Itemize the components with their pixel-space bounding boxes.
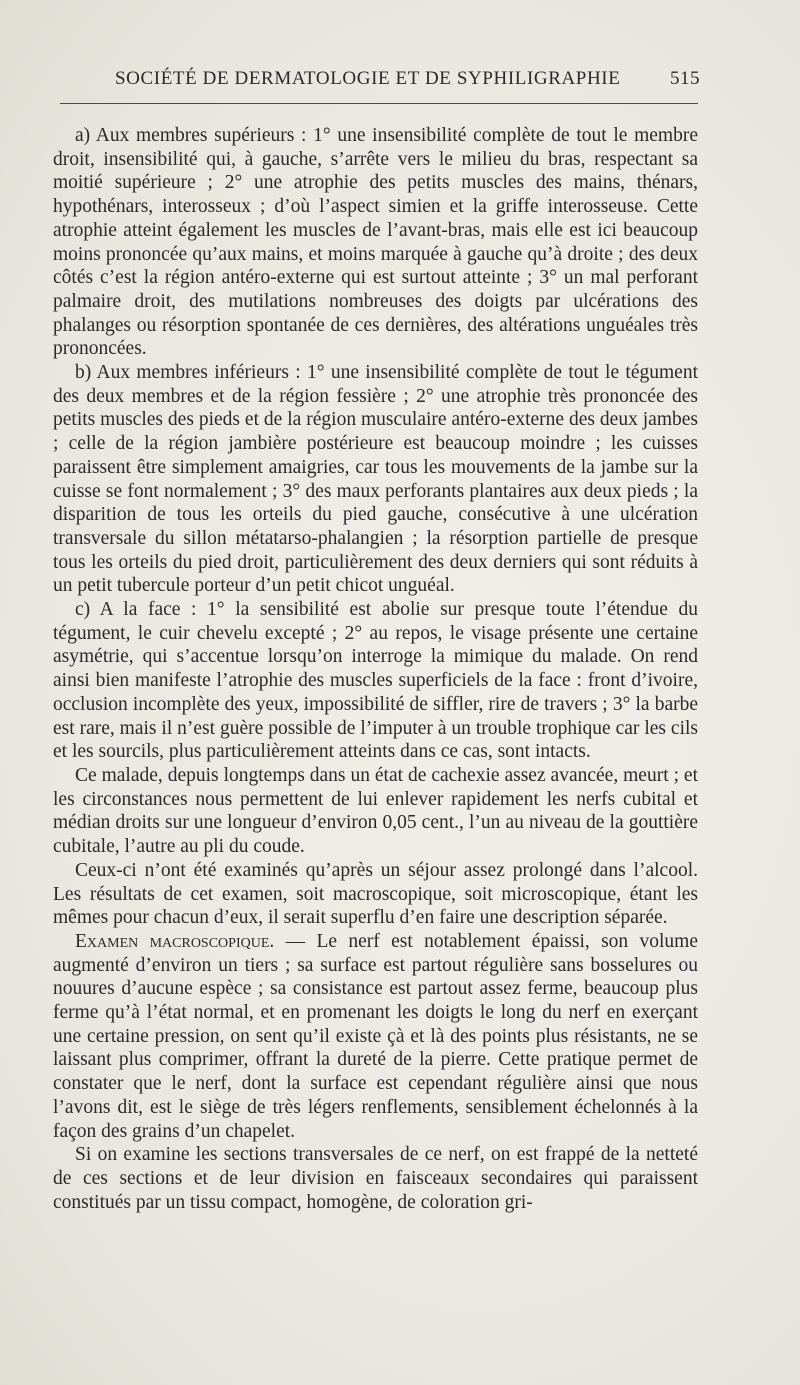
header-rule — [60, 103, 698, 104]
examen-heading: Examen macroscopique. — [75, 930, 275, 952]
paragraph-upper-limbs: a) Aux membres supérieurs : 1° une insensibilité complète de tout le membre droit, insensibilité qui, à gauche, s’arrête vers le milieu du bras, respectant sa moitié supérieure ; 2° une atrophie des petits muscles des mains, thénars, hypothénars, interosseux ; d’où l’aspect simien et la griffe interosseuse. Cette atrophie atteint également les muscles de l’avant-bras, mais elle est ici beaucoup moins prononcée qu’aux mains, et moins marquée à gauche qu’à droite ; des deux côtés c’est la région antéro-externe qui est surtout atteinte ; 3° un mal perforant palmaire droit, des mutilations nombreuses des doigts par ulcérations des phalanges ou résorption spontanée de ces dernières, des altérations unguéales très prononcées. — [53, 125, 698, 360]
examen-text: — Le nerf est notablement épaissi, son volume augmenté d’environ un tiers ; sa surface est partout régulière sans bosselures ou nouures d’aucune espèce ; sa consistance est partout assez ferme, beaucoup plus ferme qu’à l’état normal, et en promenant les doigts le long du nerf en exerçant une certaine pression, on sent qu’il existe çà et là des points plus résistants, ne se laissant plus comprimer, offrant la dureté de la pierre. Cette pratique permet de constater que le nerf, dont la surface est cependant régulière ainsi que nous l’avons dit, est le siège de très légers renflements, sensiblement échelonnés à la façon des grains d’un chapelet. — [53, 930, 698, 1142]
paragraph-face: c) A la face : 1° la sensibilité est abolie sur presque toute l’étendue du tégument, le cuir chevelu excepté ; 2° au repos, le visage présente une certaine asymétrie, qui s’accentue lorsqu’on interroge la mimique du malade. On rend ainsi bien manifeste l’atrophie des muscles superficiels de la face : front d’ivoire, occlusion incomplète des yeux, impossibilité de siffler, rire de travers ; 3° la barbe est rare, mais il n’est guère possible de l’imputer à un trouble trophique car les cils et les sourcils, plus particulièrement atteints dans ce cas, sont intacts. — [53, 599, 698, 763]
paragraph-examen — [53, 930, 698, 1143]
paragraph-lower-limbs: b) Aux membres inférieurs : 1° une insensibilité complète de tout le tégument des deux membres et de la région fessière ; 2° une atrophie très prononcée des petits muscles des pieds et de la région musculaire antéro-externe des deux jambes ; celle de la région jambière postérieure est beaucoup moindre ; les cuisses paraissent être simplement amaigries, car tous les mouvements de la jambe sur la cuisse se font normalement ; 3° des maux perforants plantaires aux deux pieds ; la disparition de tous les orteils du pied gauche, consécutive à une ulcération transversale du sillon métatarso-phalangien ; la résorption partielle de presque tous les orteils du pied droit, particulièrement des deux derniers qui sont réduits à un petit tubercule porteur d’un petit chicot unguéal. — [53, 362, 698, 597]
body-text — [53, 124, 698, 1214]
running-header — [115, 68, 700, 90]
paragraph-patient-death: Ce malade, depuis longtemps dans un état de cachexie assez avancée, meurt ; et les circonstances nous permettent de lui enlever rapidement les nerfs cubital et médian droits sur une longueur d’environ 0,05 cent., l’un au niveau de la gouttière cubitale, l’autre au pli du coude. — [53, 764, 698, 858]
paragraph-sections: Si on examine les sections transversales de ce nerf, on est frappé de la netteté de ces sections et de leur division en faisceaux secondaires qui paraissent constitués par un tissu compact, homogène, de coloration gri- — [53, 1144, 698, 1213]
running-title: SOCIÉTÉ DE DERMATOLOGIE ET DE SYPHILIGRAPHIE — [115, 68, 621, 89]
paragraph-alcohol: Ceux-ci n’ont été examinés qu’après un séjour assez prolongé dans l’alcool. Les résultats de cet examen, soit macroscopique, soit microscopique, étant les mêmes pour chacun d’eux, il serait superflu d’en faire une description séparée. — [53, 859, 698, 929]
page-number: 515 — [670, 68, 700, 89]
